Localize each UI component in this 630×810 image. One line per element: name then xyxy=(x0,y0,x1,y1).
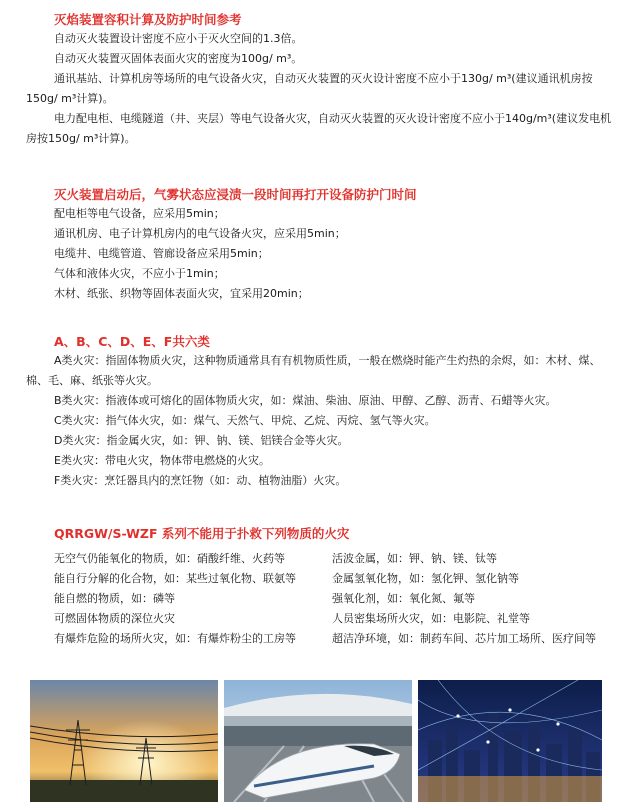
text-line: E类火灾：带电火灾，物体带电燃烧的火灾。 xyxy=(54,454,270,467)
restriction-row xyxy=(0,589,630,609)
restriction-row xyxy=(0,549,630,569)
section-capacity xyxy=(0,11,630,149)
power-tower-sunset-photo xyxy=(30,680,218,802)
restriction-left: 能自燃的物质，如：磷等 xyxy=(54,592,175,605)
text-line: D类火灾：指金属火灾，如：钾、钠、镁、铝镁合金等火灾。 xyxy=(54,434,349,447)
restriction-right: 活波金属，如：钾、钠、镁、钛等 xyxy=(332,552,497,565)
restriction-columns xyxy=(0,549,630,649)
section-fire-classes xyxy=(0,333,630,491)
text-line: 电缆井、电缆管道、管廊设备应采用5min； xyxy=(54,247,269,260)
restriction-left: 无空气仍能氧化的物质，如：硝酸纤维、火药等 xyxy=(54,552,285,565)
paragraph: 通讯基站、计算机房等场所的电气设备火灾，自动灭火装置的灭火设计密度不应小于130g/ m³(建议通讯机房按150g/ m³计算)。 xyxy=(26,72,593,105)
text-line: 木材、纸张、织物等固体表面火灾，宜采用20min； xyxy=(54,287,309,300)
restriction-row xyxy=(0,569,630,589)
section-protection-time xyxy=(0,186,630,304)
text-line: B类火灾：指液体或可熔化的固体物质火灾，如：煤油、柴油、原油、甲醇、乙醇、沥青、石蜡等火灾。 xyxy=(54,394,557,407)
restriction-left: 有爆炸危险的场所火灾，如：有爆炸粉尘的工房等 xyxy=(54,632,296,645)
restriction-right: 强氧化剂，如：氧化氮、氟等 xyxy=(332,592,475,605)
restriction-left: 可燃固体物质的深位火灾 xyxy=(54,612,175,625)
section-title: 灭火装置启动后，气雾状态应浸渍一段时间再打开设备防护门时间 xyxy=(54,187,417,202)
section-title: A、B、C、D、E、F共六类 xyxy=(54,334,210,349)
text-line: 气体和液体火灾，不应小于1min； xyxy=(54,267,225,280)
restriction-right: 金属氢氧化物，如：氢化钾、氢化钠等 xyxy=(332,572,519,585)
restriction-right: 人员密集场所火灾，如：电影院、礼堂等 xyxy=(332,612,530,625)
high-speed-train-photo xyxy=(224,680,412,802)
restriction-right: 超洁净环境，如：制药车间、芯片加工场所、医疗间等 xyxy=(332,632,596,645)
text-line: 自动灭火装置灭固体表面火灾的密度为100g/ m³。 xyxy=(54,52,303,65)
photo-strip xyxy=(30,680,602,802)
text-line: 自动灭火装置设计密度不应小于灭火空间的1.3倍。 xyxy=(54,32,303,45)
section-restrictions xyxy=(0,525,630,649)
section-title: QRRGW/S-WZF 系列不能用于扑救下列物质的火灾 xyxy=(54,526,350,541)
paragraph: A类火灾：指固体物质火灾，这种物质通常具有有机物质性质，一般在燃烧时能产生灼热的余烬，如：木材、煤、棉、毛、麻、纸张等火灾。 xyxy=(26,354,601,387)
restriction-row xyxy=(0,629,630,649)
restriction-row xyxy=(0,609,630,629)
restriction-left: 能自行分解的化合物，如：某些过氧化物、联氨等 xyxy=(54,572,296,585)
text-line: 配电柜等电气设备，应采用5min； xyxy=(54,207,225,220)
text-line: 通讯机房、电子计算机房内的电气设备火灾，应采用5min； xyxy=(54,227,346,240)
text-line: C类火灾：指气体火灾，如：煤气、天然气、甲烷、乙烷、丙烷、氢气等火灾。 xyxy=(54,414,436,427)
paragraph: 电力配电柜、电缆隧道（井、夹层）等电气设备火灾，自动灭火装置的灭火设计密度不应小于140g/m³(建议发电机房按150g/ m³计算)。 xyxy=(26,112,612,145)
section-title: 灭焰装置容积计算及防护时间参考 xyxy=(54,12,242,27)
city-network-night-photo xyxy=(418,680,602,802)
text-line: F类火灾：烹饪器具内的烹饪物（如：动、植物油脂）火灾。 xyxy=(54,474,347,487)
